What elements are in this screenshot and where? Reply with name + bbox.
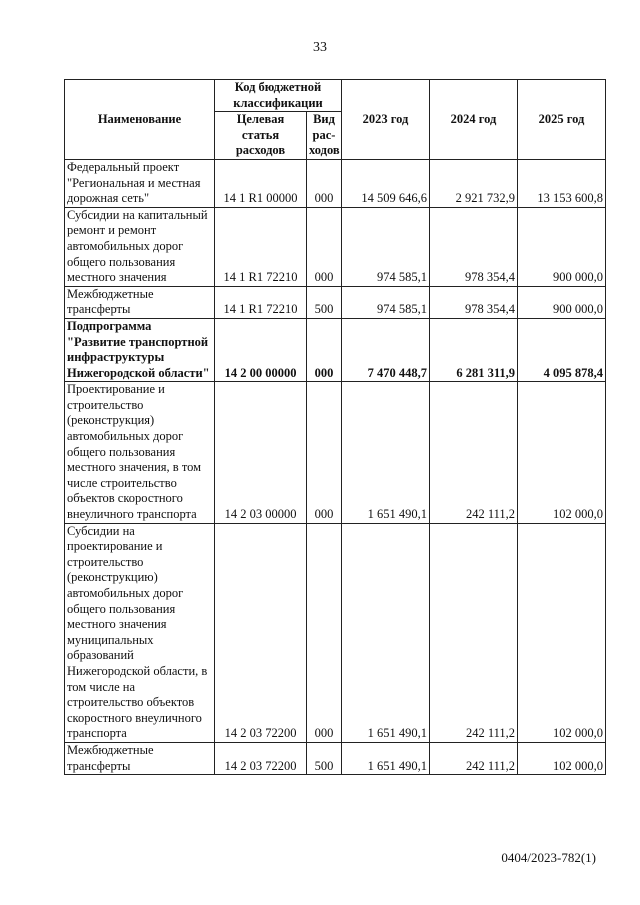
row-2025: 900 000,0 — [518, 286, 606, 318]
table-row — [65, 207, 606, 286]
table-row — [65, 286, 606, 318]
row-2024: 242 111,2 — [430, 742, 518, 774]
row-code: 14 2 00 00000 — [215, 318, 307, 381]
header-2024: 2024 год — [430, 80, 518, 160]
row-2024: 978 354,4 — [430, 207, 518, 286]
header-budget-code: Код бюджетной классификации — [215, 80, 342, 112]
document-id: 0404/2023-782(1) — [501, 850, 596, 865]
row-2025: 4 095 878,4 — [518, 318, 606, 381]
row-name: Федеральный проект "Региональная и местная дорожная сеть" — [65, 159, 215, 207]
header-2025: 2025 год — [518, 80, 606, 160]
row-name: Межбюджетные трансферты — [65, 742, 215, 774]
row-name: Проектирование и строительство (реконструкция) автомобильных дорог общего пользования местного значения, в том числе строительство объектов скоростного внеуличного транспорта — [65, 382, 215, 523]
row-name: Межбюджетные трансферты — [65, 286, 215, 318]
row-vid: 500 — [307, 742, 342, 774]
page-number: 33 — [313, 40, 327, 55]
row-vid: 500 — [307, 286, 342, 318]
row-2024: 242 111,2 — [430, 523, 518, 742]
row-code: 14 1 R1 00000 — [215, 159, 307, 207]
row-code: 14 1 R1 72210 — [215, 286, 307, 318]
row-vid: 000 — [307, 159, 342, 207]
row-code: 14 1 R1 72210 — [215, 207, 307, 286]
row-2023: 974 585,1 — [342, 207, 430, 286]
table-row — [65, 159, 606, 207]
row-2023: 14 509 646,6 — [342, 159, 430, 207]
row-vid: 000 — [307, 382, 342, 523]
row-2023: 1 651 490,1 — [342, 382, 430, 523]
row-2024: 6 281 311,9 — [430, 318, 518, 381]
row-2024: 2 921 732,9 — [430, 159, 518, 207]
row-2025: 102 000,0 — [518, 382, 606, 523]
row-code: 14 2 03 72200 — [215, 742, 307, 774]
row-2025: 102 000,0 — [518, 742, 606, 774]
table-row — [65, 742, 606, 774]
table-row-subprogram — [65, 318, 606, 381]
row-vid: 000 — [307, 523, 342, 742]
budget-table — [64, 79, 606, 775]
row-2024: 978 354,4 — [430, 286, 518, 318]
row-name: Субсидии на капитальный ремонт и ремонт автомобильных дорог общего пользования местного значения — [65, 207, 215, 286]
table-row — [65, 523, 606, 742]
row-vid: 000 — [307, 207, 342, 286]
row-2023: 1 651 490,1 — [342, 742, 430, 774]
row-code: 14 2 03 72200 — [215, 523, 307, 742]
row-2024: 242 111,2 — [430, 382, 518, 523]
header-target-article: Целевая статья расходов — [215, 112, 307, 160]
row-vid: 000 — [307, 318, 342, 381]
row-2025: 102 000,0 — [518, 523, 606, 742]
row-name: Субсидии на проектирование и строительство (реконструкцию) автомобильных дорог общего пользования местного значения муниципальных образований Нижегородской области, в том числе на строительство объектов скоростного внеуличного транспорта — [65, 523, 215, 742]
row-2023: 974 585,1 — [342, 286, 430, 318]
row-2023: 1 651 490,1 — [342, 523, 430, 742]
header-2023: 2023 год — [342, 80, 430, 160]
row-2025: 900 000,0 — [518, 207, 606, 286]
table-row — [65, 382, 606, 523]
row-code: 14 2 03 00000 — [215, 382, 307, 523]
row-2023: 7 470 448,7 — [342, 318, 430, 381]
header-expense-type: Вид рас-ходов — [307, 112, 342, 160]
row-2025: 13 153 600,8 — [518, 159, 606, 207]
header-name: Наименование — [65, 80, 215, 160]
row-name: Подпрограмма "Развитие транспортной инфраструктуры Нижегородской области" — [65, 318, 215, 381]
